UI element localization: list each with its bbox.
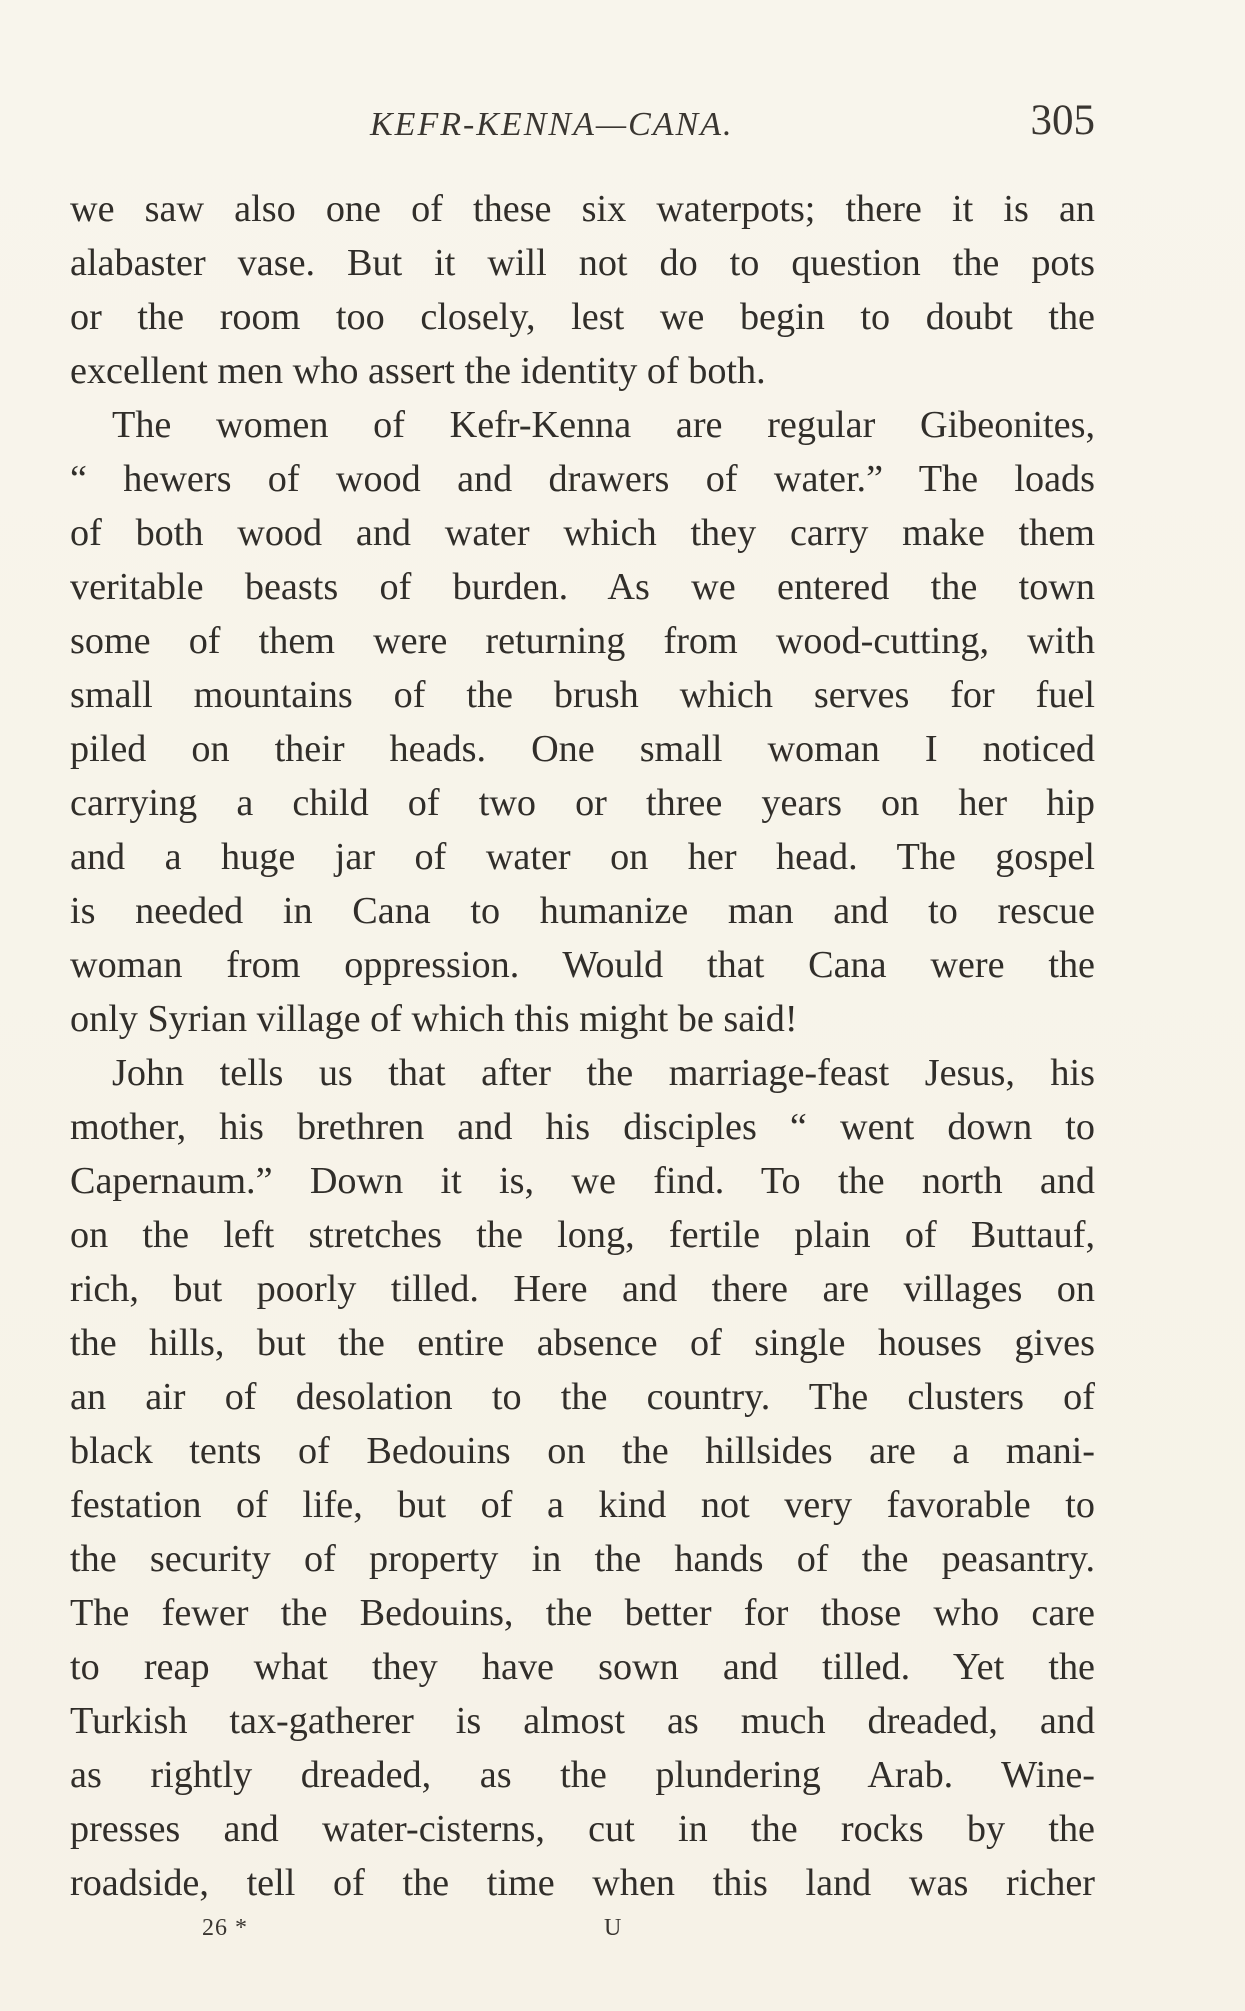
- text-line-5: The women of Kefr-Kenna are regular Gibeonites,: [112, 404, 1095, 446]
- text-line-16: only Syrian village of which this might be said!: [70, 998, 798, 1040]
- running-head: [70, 96, 1095, 156]
- text-line-3: or the room too closely, lest we begin to doubt the: [70, 296, 1095, 338]
- text-line-28: to reap what they have sown and tilled. Yet the: [70, 1646, 1095, 1688]
- text-line-27: The fewer the Bedouins, the better for those who care: [70, 1592, 1095, 1634]
- text-line-12: carrying a child of two or three years on her hip: [70, 782, 1095, 824]
- text-line-15: woman from oppression. Would that Cana were the: [70, 944, 1095, 986]
- text-line-29: Turkish tax-gatherer is almost as much dreaded, and: [70, 1700, 1095, 1742]
- text-line-6: “ hewers of wood and drawers of water.” The loads: [70, 458, 1095, 500]
- text-line-9: some of them were returning from wood-cutting, with: [70, 620, 1095, 662]
- text-line-19: Capernaum.” Down it is, we find. To the north and: [70, 1160, 1095, 1202]
- text-line-31: presses and water-cisterns, cut in the rocks by the: [70, 1808, 1095, 1850]
- text-line-32: roadside, tell of the time when this land was richer: [70, 1862, 1095, 1904]
- text-line-11: piled on their heads. One small woman I noticed: [70, 728, 1095, 770]
- text-line-17: John tells us that after the marriage-feast Jesus, his: [112, 1052, 1095, 1094]
- text-line-23: an air of desolation to the country. The clusters of: [70, 1376, 1095, 1418]
- text-line-24: black tents of Bedouins on the hillsides are a mani-: [70, 1430, 1095, 1472]
- page-footer: [70, 1915, 1095, 1955]
- text-line-8: veritable beasts of burden. As we entered the town: [70, 566, 1095, 608]
- text-line-1: we saw also one of these six waterpots; there it is an: [70, 188, 1095, 230]
- text-line-25: festation of life, but of a kind not very favorable to: [70, 1484, 1095, 1526]
- running-title: KEFR-KENNA—CANA.: [370, 106, 734, 143]
- body-text: [70, 182, 1095, 1910]
- text-line-30: as rightly dreaded, as the plundering Arab. Wine-: [70, 1754, 1095, 1796]
- folio-mark: U: [604, 1915, 622, 1941]
- text-line-18: mother, his brethren and his disciples “ went down to: [70, 1106, 1095, 1148]
- text-line-2: alabaster vase. But it will not do to question the pots: [70, 242, 1095, 284]
- text-line-14: is needed in Cana to humanize man and to rescue: [70, 890, 1095, 932]
- page-number: 305: [1030, 97, 1095, 144]
- text-line-22: the hills, but the entire absence of single houses gives: [70, 1322, 1095, 1364]
- signature-mark: 26 *: [202, 1915, 248, 1941]
- text-line-26: the security of property in the hands of the peasantry.: [70, 1538, 1095, 1580]
- text-line-21: rich, but poorly tilled. Here and there are villages on: [70, 1268, 1095, 1310]
- text-line-7: of both wood and water which they carry make them: [70, 512, 1095, 554]
- text-line-20: on the left stretches the long, fertile plain of Buttauf,: [70, 1214, 1095, 1256]
- text-line-4: excellent men who assert the identity of both.: [70, 350, 766, 392]
- text-line-10: small mountains of the brush which serves for fuel: [70, 674, 1095, 716]
- text-line-13: and a huge jar of water on her head. The gospel: [70, 836, 1095, 878]
